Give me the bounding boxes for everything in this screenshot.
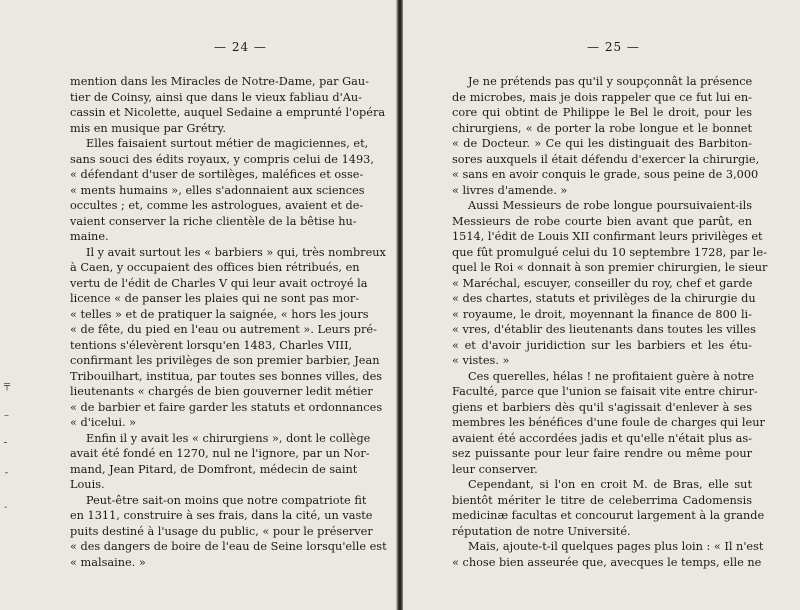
text-line: en 1311, construire à ses frais, dans la cité, un vaste: [70, 509, 373, 522]
margin-mark: –: [4, 410, 9, 421]
text-line: Messieurs de robe courte bien avant que parût, en: [452, 214, 752, 228]
text-line: Elles faisaient surtout métier de magiciennes, et,: [86, 137, 369, 150]
text-line: Il y avait surtout les « barbiers » qui, très nombreux: [86, 245, 386, 259]
text-line: « des dangers de boire de l'eau de Seine lorsqu'elle est: [70, 540, 387, 553]
text-line: de microbes, mais je dois rappeler que ce fut lui en-: [452, 90, 752, 104]
text-line: puits destiné à l'usage du public, « pour le préserver: [70, 524, 373, 538]
margin-mark: -: [4, 502, 8, 513]
text-line: mis en musique par Grétry.: [70, 121, 226, 135]
text-line: avaient été accordées jadis et qu'elle n'était plus as-: [452, 431, 752, 445]
text-line: 1514, l'édit de Louis XII confirmant leurs privilèges et: [452, 230, 763, 243]
text-line: « ments humains », elles s'adonnaient aux sciences: [70, 183, 365, 197]
text-line: quel le Roi « donnait à son premier chirurgien, le sieur: [452, 261, 768, 274]
text-line: core qui obtint de Philippe le Bel le droit, pour les: [452, 106, 752, 119]
right-page: [403, 0, 800, 610]
text-line: membres les bénéfices d'une foule de charges qui leur: [452, 416, 765, 429]
text-line: vaient conserver la riche clientèle de la bêtise hu-: [70, 214, 357, 228]
text-line: « royaume, le droit, moyennant la finance de 800 li-: [452, 307, 752, 321]
left-page: [0, 0, 397, 610]
text-line: chirurgiens, « de porter la robe longue et le bonnet: [452, 121, 752, 135]
text-line: « sans en avoir conquis le grade, sous peine de 3,000: [452, 168, 759, 181]
text-line: licence « de panser les plaies qui ne sont pas mor-: [70, 292, 360, 305]
text-line: « vres, d'établir des lieutenants dans toutes les villes: [452, 323, 756, 336]
text-line: « des chartes, statuts et privilèges de la chirurgie du: [452, 292, 756, 305]
text-line: « d'icelui. »: [70, 416, 137, 429]
text-line: confirmant les privilèges de son premier barbier, Jean: [70, 354, 380, 367]
text-line: Ces querelles, hélas ! ne profitaient guère à notre: [468, 369, 755, 383]
text-line: « défendant d'user de sortilèges, maléfices et osse-: [70, 168, 364, 181]
margin-mark: ¯: [4, 472, 9, 483]
text-line: Louis.: [70, 478, 105, 491]
text-line: que fût promulgué celui du 10 septembre 1728, par le-: [452, 245, 767, 259]
text-line: Tribouilhart, institua, par toutes ses bonnes villes, des: [70, 369, 383, 383]
page-body-text: [452, 74, 768, 570]
text-line: « et d'avoir juridiction sur les barbiers et les étu-: [452, 338, 752, 352]
text-line: réputation de notre Université.: [452, 524, 631, 538]
text-line: mand, Jean Pitard, de Domfront, médecin de saint: [70, 462, 358, 476]
text-line: tier de Coinsy, ainsi que dans le vieux fabliau d'Au-: [70, 90, 362, 104]
page-body-text: [70, 74, 387, 570]
margin-pencil-marks: [4, 380, 34, 580]
text-line: « de Docteur. » Ce qui les distinguait des Barbiton-: [452, 137, 752, 150]
text-line: « Maréchal, escuyer, conseiller du roy, chef et garde: [452, 276, 753, 290]
text-line: giens et barbiers dès qu'il s'agissait d'enlever à ses: [452, 400, 752, 414]
text-line: Je ne prétends pas qu'il y soupçonnât la présence: [468, 75, 753, 88]
text-line: leur conserver.: [452, 462, 538, 476]
text-line: cassin et Nicolette, auquel Sedaine a emprunté l'opéra: [70, 106, 386, 119]
text-line: Peut-être sait-on moins que notre compatriote fit: [86, 493, 367, 507]
text-line: avait été fondé en 1270, nul ne l'ignore, par un Nor-: [70, 447, 370, 460]
text-line: Enfin il y avait les « chirurgiens », dont le collège: [86, 431, 371, 445]
text-line: mention dans les Miracles de Notre-Dame, par Gau-: [70, 75, 369, 88]
text-line: « malsaine. »: [70, 555, 146, 569]
text-line: « livres d'amende. »: [452, 183, 568, 197]
text-line: vertu de l'édit de Charles V qui leur avait octroyé la: [70, 276, 368, 290]
page-number: — 24 —: [214, 40, 267, 54]
margin-mark: ╴: [4, 438, 11, 449]
text-line: occultes ; et, comme les astrologues, avaient et de-: [70, 199, 364, 212]
text-line: « telles » et de pratiquer la saignée, « hors les jours: [70, 307, 369, 321]
text-line: sores auxquels il était défendu d'exercer la chirurgie,: [452, 152, 760, 166]
text-line: maine.: [70, 230, 109, 243]
text-line: Mais, ajoute-t-il quelques pages plus loin : « Il n'est: [468, 540, 764, 553]
margin-mark: ╤: [4, 380, 11, 391]
page-number: — 25 —: [587, 40, 640, 54]
text-line: « chose bien asseurée que, avecques le temps, elle ne: [452, 555, 762, 569]
text-line: sans souci des édits royaux, y compris celui de 1493,: [70, 152, 374, 166]
text-line: Faculté, parce que l'union se faisait vite entre chirur-: [452, 385, 758, 398]
text-line: medicinæ facultas et concourut largement à la grande: [452, 509, 765, 522]
text-line: sez puissante pour leur faire rendre ou même pour: [452, 447, 752, 460]
text-line: « de barbier et faire garder les statuts et ordonnances: [70, 400, 383, 414]
text-line: lieutenants « chargés de bien gouverner ledit métier: [70, 385, 373, 398]
text-line: Aussi Messieurs de robe longue poursuivaient-ils: [468, 199, 752, 212]
text-line: tentions s'élevèrent lorsqu'en 1483, Charles VIII,: [70, 338, 353, 352]
text-line: « vistes. »: [452, 354, 510, 367]
text-line: Cependant, si l'on en croit M. de Bras, elle sut: [468, 478, 752, 491]
text-line: bientôt mériter le titre de celeberrima Cadomensis: [452, 493, 752, 507]
text-line: à Caen, y occupaient des offices bien rétribués, en: [70, 261, 360, 274]
text-line: « de fête, du pied en l'eau ou autrement ». Leurs pré-: [70, 323, 377, 336]
